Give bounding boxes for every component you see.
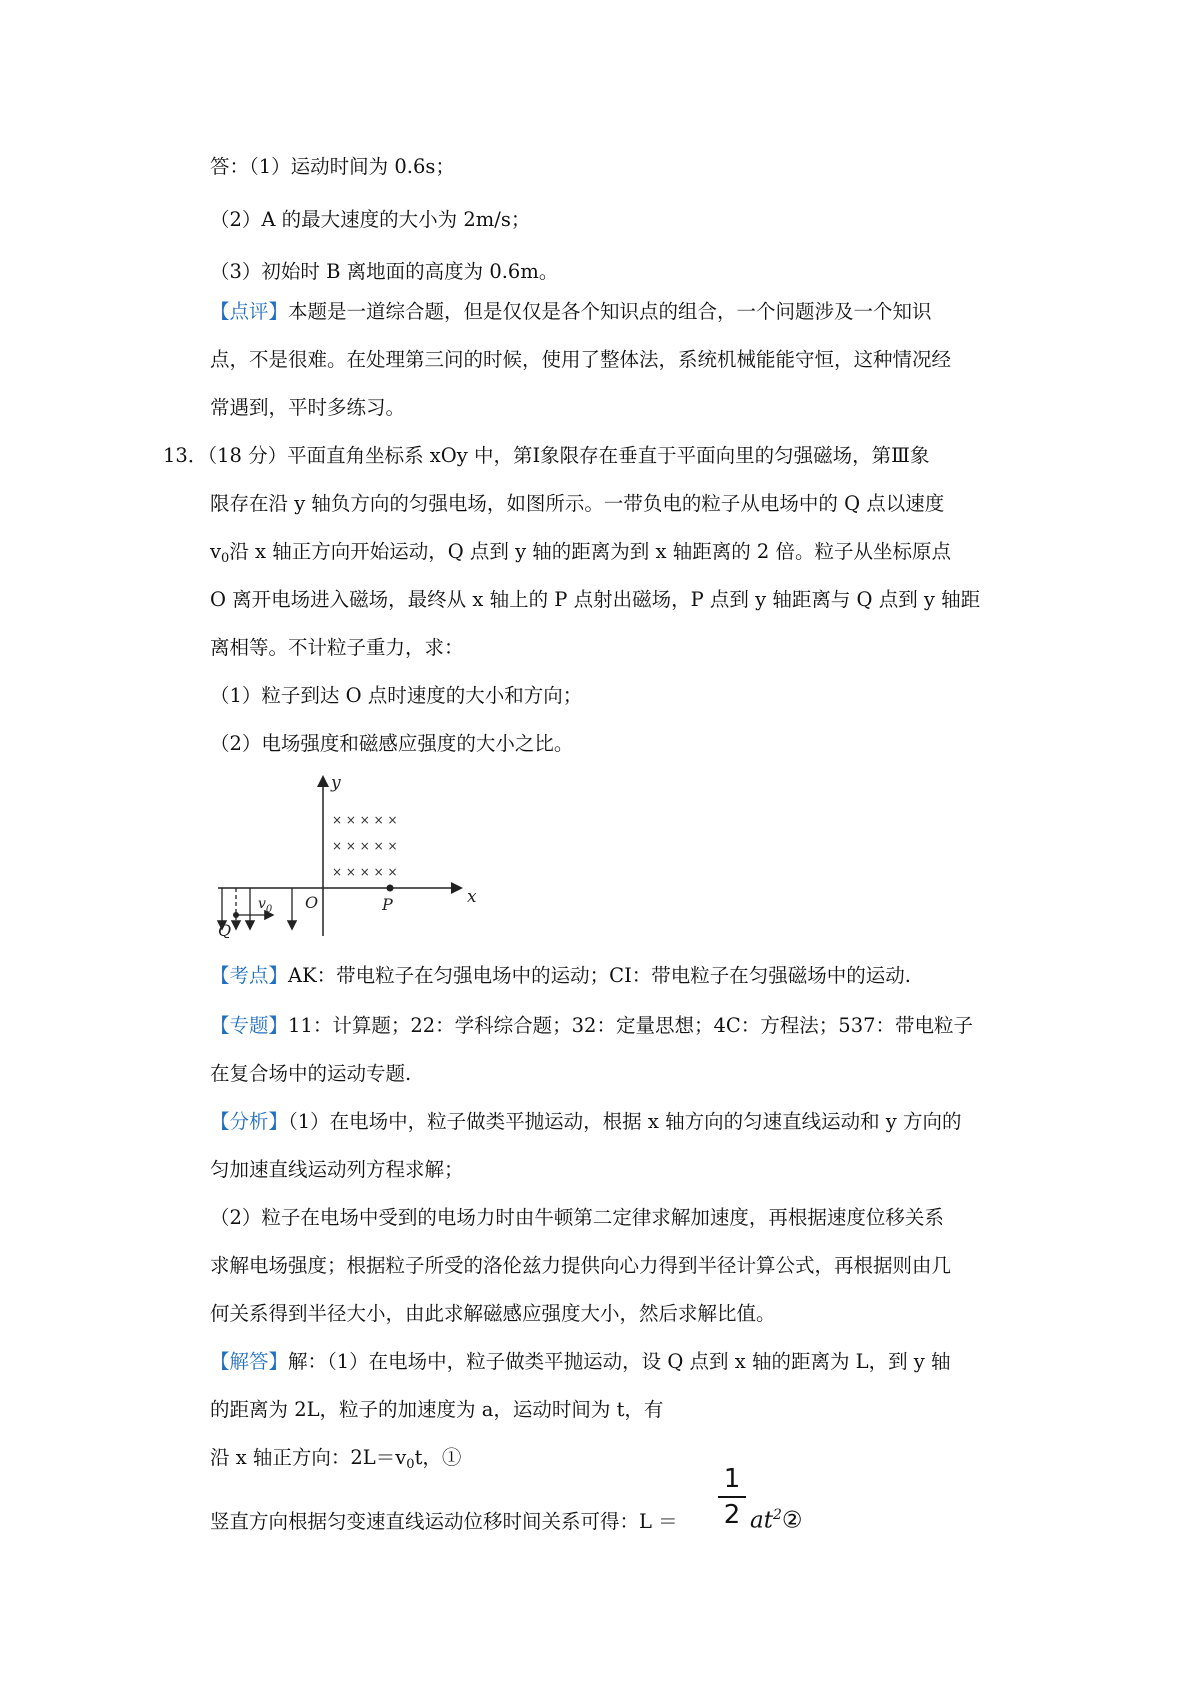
formula-at2 bbox=[750, 1498, 803, 1538]
answer-line-1: 答：（1）运动时间为 0.6s； bbox=[210, 155, 455, 178]
fenxi-line-2: 匀加速直线运动列方程求解； bbox=[210, 1158, 464, 1181]
fraction-denominator: 2 bbox=[723, 1500, 741, 1530]
velocity-sub: 0 bbox=[265, 904, 273, 915]
question-v: v bbox=[210, 540, 222, 563]
jieda-line-1 bbox=[210, 1348, 951, 1376]
y-axis-label: y bbox=[331, 773, 341, 793]
fenxi-line-3: （2）粒子在电场中受到的电场力时由牛顿第二定律求解加速度，再根据速度位移关系 bbox=[210, 1206, 944, 1229]
formula-at: at bbox=[750, 1507, 773, 1534]
fenxi-tag: 【分析】 bbox=[210, 1110, 289, 1133]
jieda-tag: 【解答】 bbox=[210, 1350, 289, 1373]
equation-number-2: ② bbox=[781, 1507, 803, 1534]
jieda-line-3 bbox=[210, 1444, 461, 1479]
comment-line-3: 常遇到，平时多练习。 bbox=[210, 396, 406, 419]
jieda-line-2: 的距离为 2L，粒子的加速度为 a，运动时间为 t，有 bbox=[210, 1398, 664, 1421]
jieda-text-1: 解：（1）在电场中，粒子做类平抛运动，设 Q 点到 x 轴的距离为 L，到 y 轴 bbox=[288, 1350, 951, 1373]
jieda-line-4: 竖直方向根据匀变速直线运动位移时间关系可得：L ＝ bbox=[210, 1510, 678, 1533]
question-line-3 bbox=[210, 538, 951, 573]
origin-label: O bbox=[305, 893, 319, 912]
comment-line-1 bbox=[210, 298, 932, 326]
cross-row-2: × × × × × bbox=[332, 839, 398, 853]
question-line-1: 13．（18 分）平面直角坐标系 xOy 中，第Ⅰ象限存在垂直于平面向里的匀强磁场，第Ⅲ象 bbox=[163, 444, 930, 467]
jieda-line-3-sub: 0 bbox=[406, 1457, 415, 1472]
point-p-label: P bbox=[382, 895, 393, 914]
comment-text-1: 本题是一道综合题，但是仅仅是各个知识点的组合，一个问题涉及一个知识 bbox=[288, 300, 932, 323]
formula-sup: 2 bbox=[772, 1507, 782, 1523]
point-q-label: Q bbox=[218, 921, 232, 938]
comment-tag: 【点评】 bbox=[210, 300, 289, 323]
question-part-1: （1）粒子到达 O 点时速度的大小和方向； bbox=[210, 684, 583, 707]
fraction-bar bbox=[718, 1496, 746, 1498]
fenxi-line-5: 何关系得到半径大小，由此求解磁感应强度大小，然后求解比值。 bbox=[210, 1302, 776, 1325]
cross-row-3: × × × × × bbox=[332, 865, 398, 879]
zhuanti-tag: 【专题】 bbox=[210, 1014, 289, 1037]
jieda-line-3-a: 沿 x 轴正方向：2L＝v bbox=[210, 1446, 407, 1469]
zhuanti-line-2: 在复合场中的运动专题. bbox=[210, 1062, 412, 1085]
answer-line-2: （2）A 的最大速度的大小为 2m/s； bbox=[210, 208, 531, 231]
jieda-line-3-b: t，① bbox=[414, 1446, 462, 1469]
question-v-sub: 0 bbox=[221, 551, 230, 566]
coordinate-figure bbox=[210, 768, 480, 938]
comment-line-2: 点，不是很难。在处理第三问的时候，使用了整体法，系统机械能能守恒，这种情况经 bbox=[210, 348, 952, 371]
x-axis-label: x bbox=[467, 887, 477, 907]
fenxi-line-4: 求解电场强度；根据粒子所受的洛伦兹力提供向心力得到半径计算公式，再根据则由几 bbox=[210, 1254, 952, 1277]
fenxi-text-1: （1）在电场中，粒子做类平抛运动，根据 x 轴方向的匀速直线运动和 y 方向的 bbox=[288, 1110, 962, 1133]
zhuanti-line-1 bbox=[210, 1012, 973, 1040]
kaodian-text: AK：带电粒子在匀强电场中的运动；CI：带电粒子在匀强磁场中的运动. bbox=[288, 964, 911, 987]
question-line-2: 限存在沿 y 轴负方向的匀强电场，如图所示。一带负电的粒子从电场中的 Q 点以速度 bbox=[210, 492, 945, 515]
velocity-v: v bbox=[258, 896, 266, 912]
velocity-label bbox=[258, 896, 273, 915]
kaodian-tag: 【考点】 bbox=[210, 964, 289, 987]
zhuanti-text-1: 11：计算题；22：学科综合题；32：定量思想；4C：方程法；537：带电粒子 bbox=[288, 1014, 974, 1037]
answer-line-3: （3）初始时 B 离地面的高度为 0.6m。 bbox=[210, 260, 559, 283]
question-line-3-rest: 沿 x 轴正方向开始运动，Q 点到 y 轴的距离为到 x 轴距离的 2 倍。粒子从坐标原点 bbox=[229, 540, 952, 563]
cross-row-1: × × × × × bbox=[332, 813, 398, 827]
kaodian-line bbox=[210, 962, 911, 990]
question-line-4: O 离开电场进入磁场，最终从 x 轴上的 P 点射出磁场，P 点到 y 轴距离与 Q 点到 y 轴距 bbox=[210, 588, 981, 611]
fraction-one-half bbox=[718, 1464, 746, 1530]
point-p bbox=[387, 885, 394, 892]
question-part-2: （2）电场强度和磁感应强度的大小之比。 bbox=[210, 732, 574, 755]
fenxi-line-1 bbox=[210, 1108, 961, 1136]
fraction-numerator: 1 bbox=[723, 1464, 741, 1494]
question-line-5: 离相等。不计粒子重力，求： bbox=[210, 636, 464, 659]
